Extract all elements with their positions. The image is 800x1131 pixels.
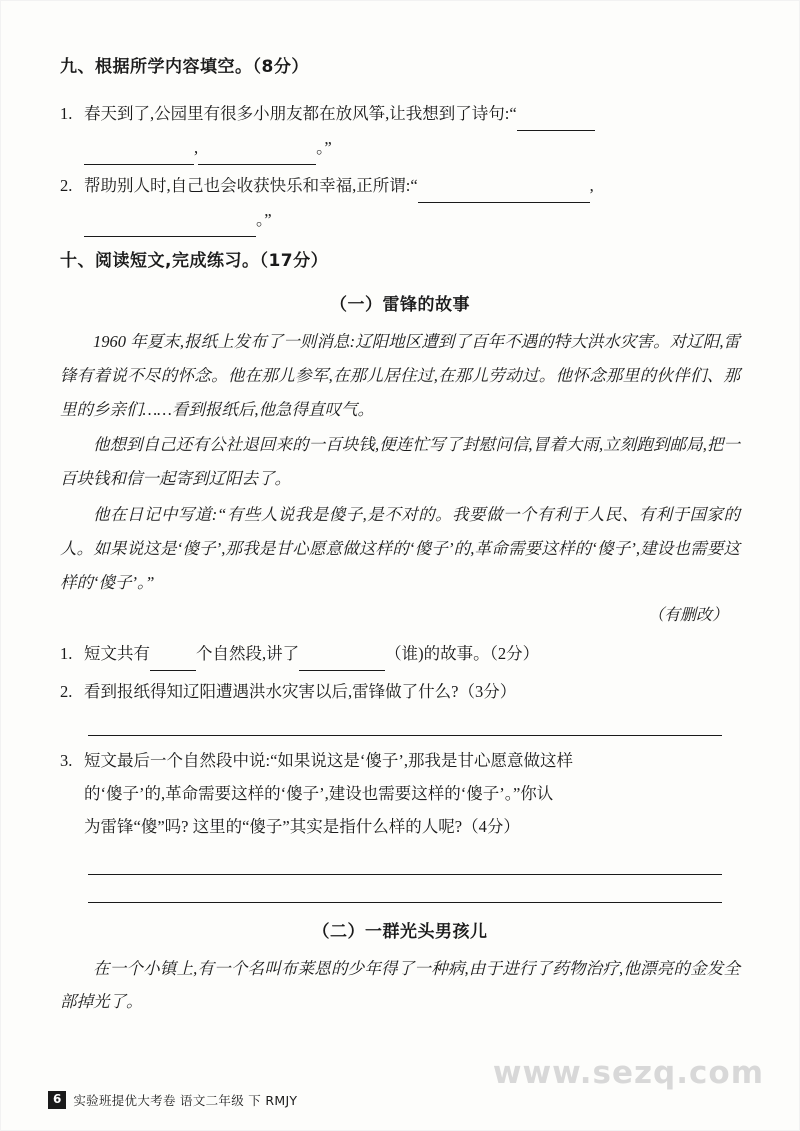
passage-1-attribution: （有删改） bbox=[647, 606, 728, 624]
question-10-1-text-b: 个自然段,讲了 bbox=[196, 643, 300, 663]
question-number: 1. bbox=[60, 643, 73, 663]
question-body bbox=[84, 97, 740, 165]
comma-1: , bbox=[194, 137, 199, 157]
fill-blank[interactable] bbox=[299, 637, 385, 671]
answer-line[interactable] bbox=[88, 901, 722, 903]
passage-1-paragraph: 他想到自己还有公社退回来的一百块钱,便连忙写了封慰问信,冒着大雨,立刻跑到邮局,把一百块钱和信一起寄到辽阳去了。 bbox=[60, 435, 740, 489]
question-body bbox=[84, 744, 740, 843]
question-number: 1. bbox=[60, 103, 73, 123]
fill-blank[interactable] bbox=[150, 637, 196, 671]
question-9-2-text: 帮助别人时,自己也会收获快乐和幸福,正所谓:“ bbox=[84, 175, 418, 195]
question-number: 2. bbox=[60, 681, 73, 701]
fill-blank[interactable] bbox=[418, 169, 590, 203]
end-punct-2: 。” bbox=[256, 209, 272, 229]
passage-1-title: （一）雷锋的故事 bbox=[330, 295, 470, 315]
question-9-1 bbox=[60, 97, 740, 165]
comma-2: , bbox=[589, 175, 594, 195]
fill-blank[interactable] bbox=[84, 203, 256, 237]
passage-1-paragraph: 他在日记中写道:“有些人说我是傻子,是不对的。我要做一个有利于人民、有利于国家的人。如果说这是‘傻子’,那我是甘心愿意做这样的‘傻子’的,革命需要这样的‘傻子’,建设也需要这样的‘傻子’。” bbox=[60, 505, 740, 592]
passage-2-paragraph: 在一个小镇上,有一个名叫布莱恩的少年得了一种病,由于进行了药物治疗,他漂亮的金发全部掉光了。 bbox=[60, 958, 740, 1012]
question-10-2 bbox=[60, 675, 740, 708]
passage-2-title: （二）一群光头男孩儿 bbox=[312, 921, 488, 942]
watermark: www.sezq.com bbox=[492, 1055, 764, 1091]
end-punct-1: 。” bbox=[316, 137, 332, 157]
question-body bbox=[84, 637, 740, 671]
answer-line[interactable] bbox=[88, 873, 722, 875]
question-10-1 bbox=[60, 637, 740, 671]
question-10-1-text-a: 短文共有 bbox=[84, 643, 150, 663]
question-10-3-line-1: 短文最后一个自然段中说:“如果说这是‘傻子’,那我是甘心愿意做这样 bbox=[84, 750, 574, 770]
footer-text: 实验班提优大考卷 语文二年级 下 RMJY bbox=[73, 1093, 298, 1108]
page-number: 6 bbox=[48, 1091, 66, 1109]
page-footer bbox=[48, 1091, 297, 1109]
question-body: 看到报纸得知辽阳遭遇洪水灾害以后,雷锋做了什么?（3分） bbox=[84, 681, 517, 701]
fill-blank[interactable] bbox=[84, 131, 194, 165]
question-body bbox=[84, 169, 740, 237]
section-10-heading: 十、阅读短文,完成练习。（17分） bbox=[60, 250, 329, 271]
question-9-1-text: 春天到了,公园里有很多小朋友都在放风筝,让我想到了诗句:“ bbox=[84, 103, 517, 123]
question-10-3 bbox=[60, 744, 740, 843]
question-10-3-line-2: 的‘傻子’的,革命需要这样的‘傻子’,建设也需要这样的‘傻子’。”你认 bbox=[84, 783, 554, 803]
section-9-heading: 九、根据所学内容填空。（8分） bbox=[60, 57, 309, 77]
page-content bbox=[60, 55, 740, 1021]
question-number: 3. bbox=[60, 750, 73, 770]
passage-1-paragraph: 1960 年夏末,报纸上发布了一则消息:辽阳地区遭到了百年不遇的特大洪水灾害。对辽阳,雷锋有着说不尽的怀念。他在那儿参军,在那儿居住过,在那儿劳动过。他怀念那里的伙伴们、那里的乡亲们……看到报纸后,他急得直叹气。 bbox=[60, 332, 740, 419]
question-10-1-text-c: （谁)的故事。（2分） bbox=[385, 643, 540, 663]
question-10-3-line-3: 为雷锋“傻”吗? 这里的“傻子”其实是指什么样的人呢?（4分） bbox=[84, 816, 520, 836]
question-number: 2. bbox=[60, 175, 73, 195]
fill-blank[interactable] bbox=[517, 97, 595, 131]
question-9-2 bbox=[60, 169, 740, 237]
fill-blank[interactable] bbox=[198, 131, 316, 165]
